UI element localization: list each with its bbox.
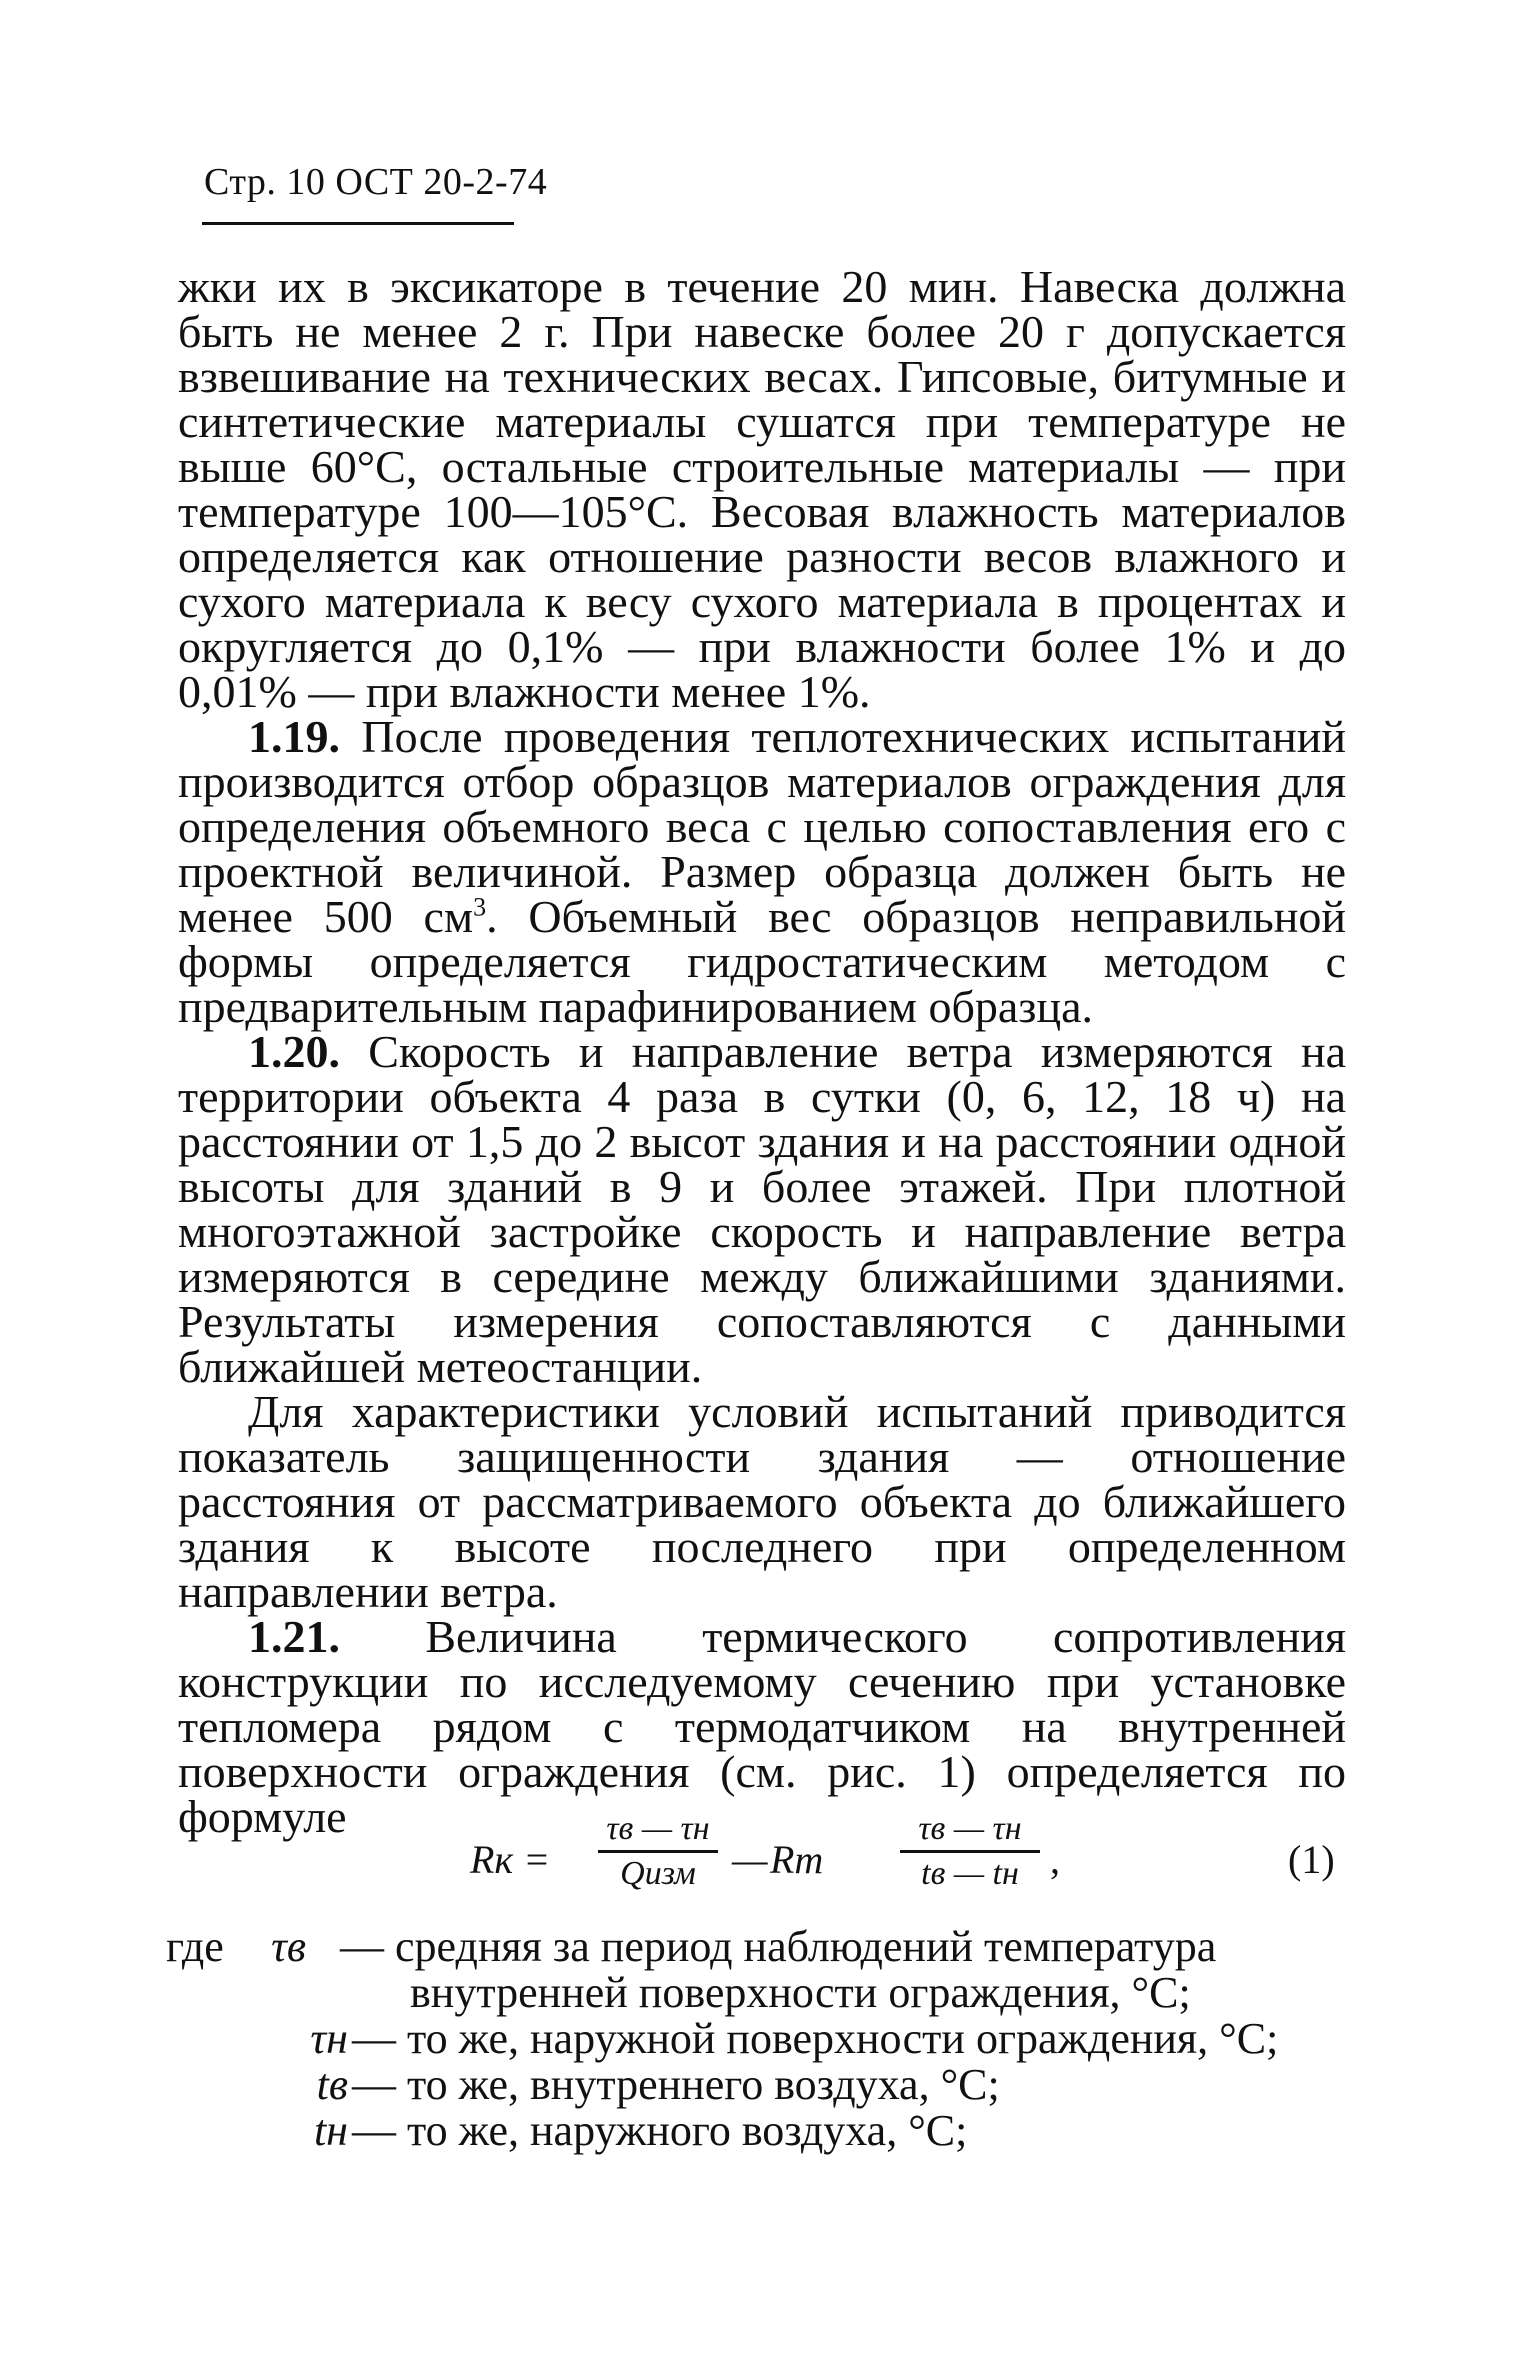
paragraph-text: Для характеристики условий испытаний приводится показатель защищенности здания — отношение расстояния от рассматриваемого объекта до ближайшего здания к высоте последнего при определенном направлении ветра. bbox=[178, 1386, 1346, 1617]
legend-description-continued: внутренней поверхности ограждения, °С; bbox=[410, 1968, 1191, 2017]
legend-description: — то же, наружного воздуха, °С; bbox=[352, 2106, 968, 2155]
paragraph-continuation bbox=[178, 261, 1346, 717]
formula-rt: Rт bbox=[770, 1837, 824, 1882]
body-text bbox=[178, 261, 1347, 1842]
clause-number: 1.20. bbox=[248, 1026, 340, 1077]
paragraph-1-20 bbox=[178, 1026, 1347, 1392]
fraction-numerator: τв — τн bbox=[900, 1810, 1040, 1853]
legend-row bbox=[166, 2016, 1356, 2062]
fraction-denominator: tв — tн bbox=[921, 1855, 1019, 1892]
paragraph-text: Величина термического сопротивления конструкции по исследуемому сечению при установке тепломера рядом с термодатчиком на внутренней поверхности ограждения (см. рис. 1) определяется по формуле bbox=[178, 1611, 1346, 1842]
legend-row bbox=[166, 2108, 1356, 2154]
paragraph-text: После проведения теплотехнических испытаний производится отбор образцов материалов ограждения для определения объемного веса с целью сопоставления его с проектной величиной. Размер образца должен быть не менее 500 см bbox=[178, 711, 1346, 942]
legend-symbol: τв bbox=[271, 1922, 306, 1971]
clause-number: 1.21. bbox=[248, 1611, 340, 1662]
legend-row bbox=[166, 2062, 1356, 2108]
legend-row bbox=[166, 1970, 1356, 2016]
legend-description: — средняя за период наблюдений температура bbox=[340, 1922, 1217, 1971]
fraction-numerator: τв — τн bbox=[598, 1810, 718, 1853]
legend-symbol: τн bbox=[310, 2014, 348, 2063]
paragraph-wind-protection bbox=[178, 1386, 1346, 1617]
superscript: 3 bbox=[473, 892, 487, 922]
page-header: Стр. 10 ОСТ 20-2-74 bbox=[204, 161, 548, 203]
legend-symbol: tн bbox=[313, 2106, 348, 2155]
formula-minus: — bbox=[732, 1837, 768, 1882]
formula-fraction-2 bbox=[900, 1810, 1040, 1893]
legend-prefix: где bbox=[166, 1922, 224, 1971]
equation-number: (1) bbox=[1288, 1837, 1335, 1882]
legend-description: — то же, внутреннего воздуха, °С; bbox=[352, 2060, 1000, 2109]
fraction-denominator: Qизм bbox=[620, 1855, 696, 1892]
formula-fraction-1 bbox=[598, 1810, 718, 1893]
header-rule bbox=[202, 222, 514, 225]
legend-symbol: tв bbox=[316, 2060, 348, 2109]
formula-1 bbox=[470, 1806, 1350, 1926]
formula-comma: , bbox=[1050, 1837, 1060, 1882]
paragraph-1-19 bbox=[178, 711, 1346, 1032]
symbol-legend bbox=[166, 1924, 1356, 2154]
legend-description: — то же, наружной поверхности ограждения, °С; bbox=[352, 2014, 1279, 2063]
formula-lhs: Rк = bbox=[470, 1837, 551, 1882]
clause-number: 1.19. bbox=[248, 711, 340, 762]
paragraph-text: Скорость и направление ветра измеряются на территории объекта 4 раза в сутки (0, 6, 12, 18 ч) на расстоянии от 1,5 до 2 высот здания и на расстоянии одной высоты для зданий в 9 и более этажей. При плотной многоэтажной застройке скорость и направление ветра измеряются в середине между ближайшими зданиями. Результаты измерения сопоставляются с данными ближайшей метеостанции. bbox=[178, 1026, 1347, 1392]
legend-row bbox=[166, 1924, 1356, 1970]
paragraph-text-tail: . Объемный вес образцов неправильной формы определяется гидростатическим методом с предварительным парафинированием образца. bbox=[178, 891, 1346, 1032]
paragraph-text: жки их в эксикаторе в течение 20 мин. Навеска должна быть не менее 2 г. При навеске более 20 г допускается взвешивание на технических весах. Гипсовые, битумные и синтетические материалы сушатся при температуре не выше 60°С, остальные строительные материалы — при температуре 100—105°С. Весовая влажность материалов определяется как отношение разности весов влажного и сухого материала к весу сухого материала в процентах и округляется до 0,1% — при влажности более 1% и до 0,01% — при влажности менее 1%. bbox=[178, 261, 1346, 717]
